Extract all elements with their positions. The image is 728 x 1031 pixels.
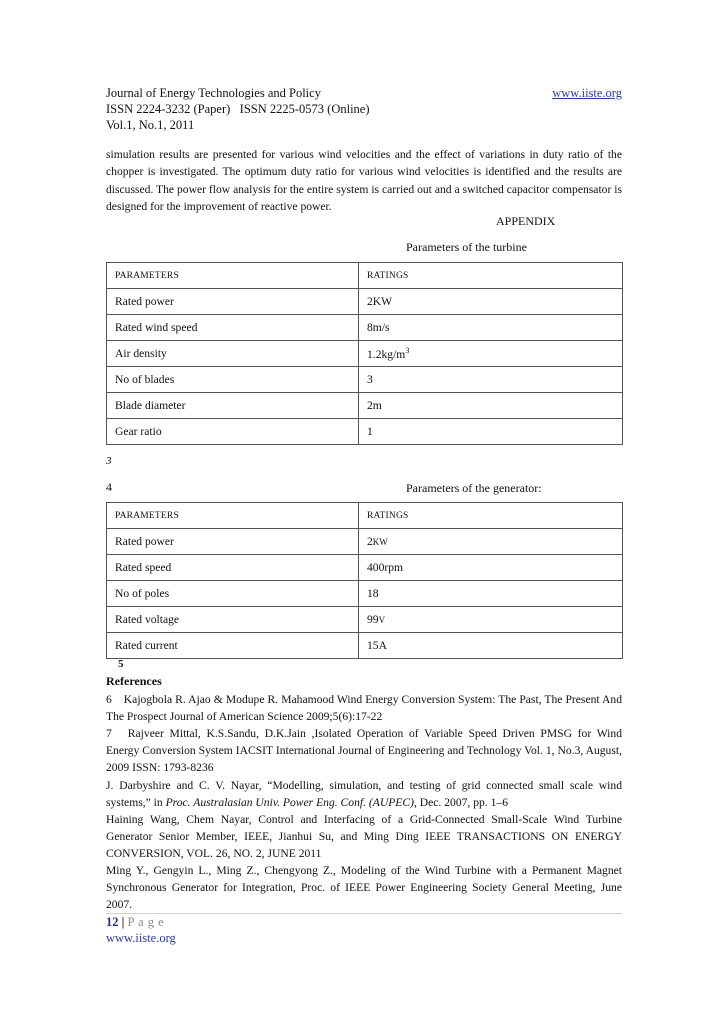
table-row (107, 555, 623, 581)
volume-line: Vol.1, No.1, 2011 (106, 118, 195, 132)
turbine-table-caption: Parameters of the turbine (406, 240, 527, 254)
journal-title: Journal of Energy Technologies and Policy (106, 86, 321, 100)
rating-cell: 3 (359, 367, 623, 393)
reference-item: Ming Y., Gengyin L., Ming Z., Chengyong Z., Modeling of the Wind Turbine with a Permanent Magnet Synchronous Generator for Integration, Proc. of IEEE Power Engineering Society General Meeting, June 2007. (106, 864, 622, 911)
rating-cell (359, 555, 623, 581)
table-row (107, 581, 623, 607)
param-cell: Blade diameter (107, 393, 359, 419)
reference-text: J. Darbyshire and C. V. Nayar, “Modelling, simulation, and testing of grid connected small scale wind systems,” in (106, 779, 622, 809)
param-cell: Rated power (107, 289, 359, 315)
header-ratings: RATINGS (359, 263, 623, 289)
generator-parameters-table (106, 502, 623, 659)
marker-4: 4 (106, 480, 112, 494)
reference-number: 6 (106, 693, 112, 706)
intro-paragraph: simulation results are presented for various wind velocities and the effect of variations in duty ratio of the chopper is investigated. The optimum duty ratio for various wind velocities is identified and the results are discussed. The power flow analysis for the entire system is carried out and a switched capacitor compensator is designed for the improvement of reactive power. (106, 148, 622, 214)
reference-number: 7 (106, 727, 112, 740)
rating-superscript: 3 (405, 346, 410, 356)
turbine-parameters-table (106, 262, 623, 445)
param-cell: No of blades (107, 367, 359, 393)
rating-value: 99 (367, 613, 379, 626)
reference-text: , Dec. 2007, pp. 1–6 (413, 795, 508, 809)
page-footer (106, 915, 164, 930)
table-row (107, 393, 623, 419)
rating-value: 400rpm (367, 561, 404, 574)
footer-divider (106, 913, 622, 914)
rating-unit: KW (372, 537, 388, 547)
table-row (107, 419, 623, 445)
table-row (107, 529, 623, 555)
param-cell: Air density (107, 341, 359, 367)
appendix-heading: APPENDIX (496, 214, 556, 228)
page-number: 12 (106, 915, 119, 929)
param-cell: Rated speed (107, 555, 359, 581)
reference-item (106, 692, 622, 726)
reference-venue: Proc. Australasian Univ. Power Eng. Conf. (AUPEC) (165, 795, 414, 809)
page-label: P a g e (127, 915, 165, 929)
header-parameters: PARAMETERS (107, 503, 359, 529)
rating-cell (359, 607, 623, 633)
header-ratings: RATINGS (359, 503, 623, 529)
param-cell: Rated current (107, 633, 359, 659)
marker-5: 5 (118, 658, 124, 670)
table-row (107, 289, 623, 315)
rating-cell (359, 341, 623, 367)
footer-separator: | (121, 915, 125, 929)
reference-text: Rajveer Mittal, K.S.Sandu, D.K.Jain ,Isolated Operation of Variable Speed Driven PMSG for Wind Energy Conversion System IACSIT International Journal of Engineering and Technology Vol. 1, No.3, August, 2009 ISSN: 1793-8236 (106, 727, 622, 774)
rating-cell: 1 (359, 419, 623, 445)
rating-cell (359, 529, 623, 555)
param-cell: Gear ratio (107, 419, 359, 445)
references-heading: References (106, 674, 162, 688)
param-cell: Rated power (107, 529, 359, 555)
rating-unit: V (378, 615, 386, 625)
rating-value: 1.2kg/m (367, 347, 406, 361)
table-row (107, 315, 623, 341)
table-row (107, 607, 623, 633)
marker-3: 3 (106, 455, 112, 467)
issn-line: ISSN 2224-3232 (Paper) ISSN 2225-0573 (Online) (106, 102, 370, 116)
header-website-link[interactable]: www.iiste.org (552, 86, 622, 100)
rating-cell (359, 633, 623, 659)
rating-cell (359, 581, 623, 607)
rating-value: 18 (367, 587, 379, 600)
footer-website-link[interactable]: www.iiste.org (106, 931, 176, 945)
rating-cell: 2m (359, 393, 623, 419)
generator-table-caption: Parameters of the generator: (406, 481, 542, 495)
reference-item (106, 778, 622, 812)
rating-value: 2 (367, 535, 373, 548)
table-row (107, 341, 623, 367)
table-row (107, 633, 623, 659)
rating-cell: 8m/s (359, 315, 623, 341)
rating-cell: 2KW (359, 289, 623, 315)
table-header-row (107, 503, 623, 529)
param-cell: No of poles (107, 581, 359, 607)
reference-text: Kajogbola R. Ajao & Modupe R. Mahamood Wind Energy Conversion System: The Past, The Present And The Prospect Journal of American Science 2009;5(6):17-22 (106, 693, 622, 723)
reference-item (106, 726, 622, 777)
rating-value: 15A (367, 639, 387, 652)
reference-item: Haining Wang, Chem Nayar, Control and Interfacing of a Grid-Connected Small-Scale Wind Turbine Generator Senior Member, IEEE, Jianhui Su, and Ming Ding IEEE TRANSACTIONS ON ENERGY CONVERSION, VOL. 26, NO. 2, JUNE 2011 (106, 813, 622, 860)
header-parameters: PARAMETERS (107, 263, 359, 289)
param-cell: Rated voltage (107, 607, 359, 633)
param-cell: Rated wind speed (107, 315, 359, 341)
table-row (107, 367, 623, 393)
table-header-row (107, 263, 623, 289)
